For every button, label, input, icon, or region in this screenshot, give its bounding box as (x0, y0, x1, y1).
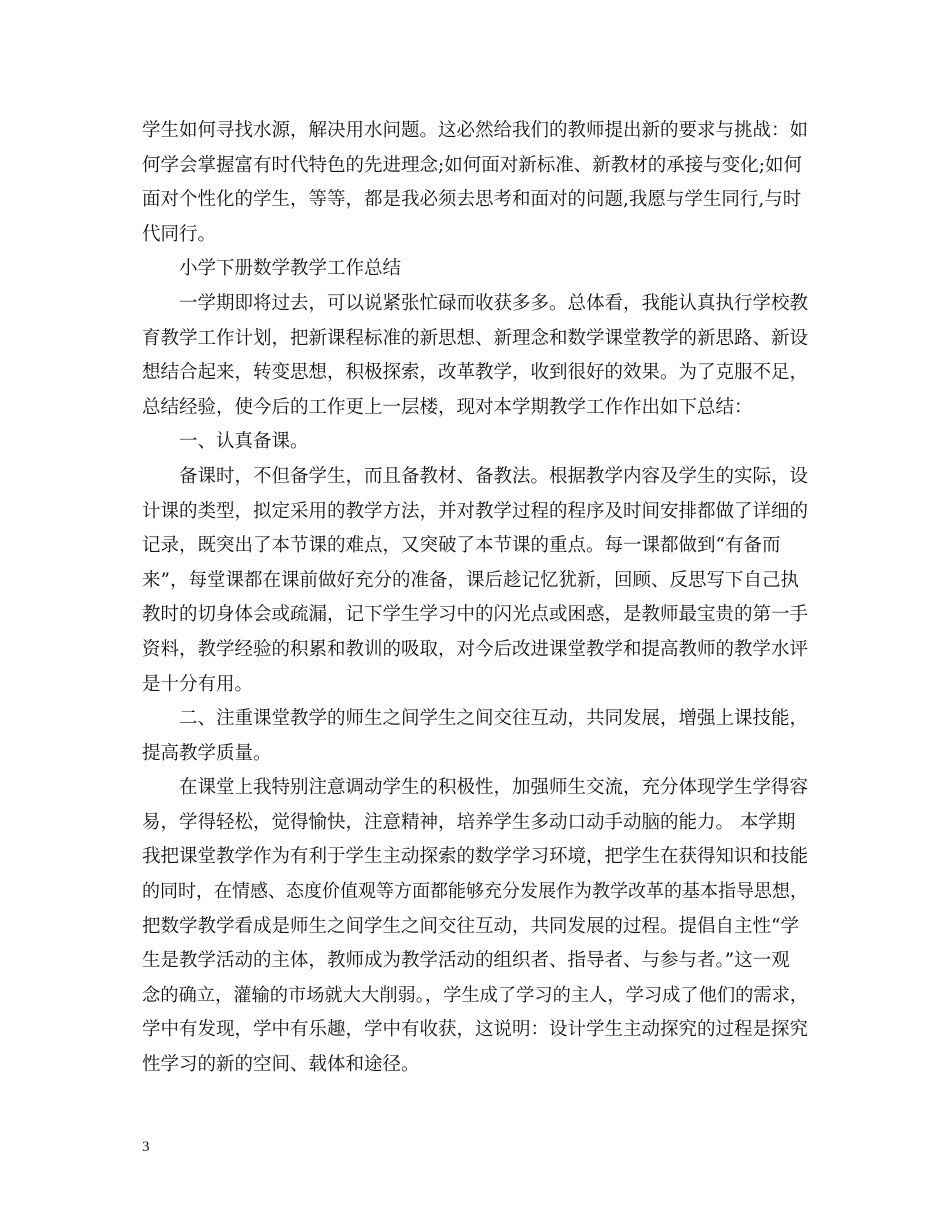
text-line: 想结合起来，转变思想，积极探索，改革教学，收到很好的效果。为了克服不足， (142, 362, 809, 384)
text-line: 学生如何寻找水源，解决用水问题。这必然给我们的教师提出新的要求与挑战：如 (142, 120, 809, 141)
text-line: 学中有发现，学中有乐趣，学中有收获，这说明：设计学生主动探究的过程是探究 (142, 1019, 809, 1041)
text-line: 二、注重课堂教学的师生之间学生之间交往互动，共同发展，增强上课技能， (179, 708, 809, 730)
text-line: 备课时，不但备学生，而且备教材、备教法。根据教学内容及学生的实际，设 (179, 465, 809, 487)
text-line: 一学期即将过去，可以说紧张忙碌而收获多多。总体看，我能认真执行学校教 (179, 292, 809, 314)
text-line: 提高教学质量。 (142, 742, 272, 764)
text-line: 我把课堂教学作为有利于学生主动探索的数学学习环境，把学生在获得知识和技能 (142, 846, 809, 868)
text-line: 何学会掌握富有时代特色的先进理念;如何面对新标准、新教材的承接与变化;如何 (142, 154, 802, 176)
text-line: 一、认真备课。 (179, 431, 309, 453)
page-number: 3 (142, 1139, 150, 1155)
text-line: 资料，教学经验的积累和教训的吸取，对今后改进课堂教学和提高教师的教学水评 (142, 638, 809, 660)
text-line: 来”，每堂课都在课前做好充分的准备，课后趁记忆犹新，回顾、反思写下自己执 (142, 569, 799, 591)
text-line: 代同行。 (142, 223, 217, 245)
text-line: 的同时，在情感、态度价值观等方面都能够充分发展作为教学改革的基本指导思想， (142, 881, 808, 903)
text-line: 是十分有用。 (142, 673, 254, 695)
text-line: 面对个性化的学生，等等，都是我必须去思考和面对的问题,我愿与学生同行,与时 (142, 189, 802, 211)
text-line: 生是教学活动的主体，教师成为教学活动的组织者、指导者、与参与者。”这一观 (142, 950, 790, 972)
text-line: 计课的类型，拟定采用的教学方法，并对教学过程的程序及时间安排都做了详细的 (142, 500, 809, 522)
text-line: 性学习的新的空间、载体和途径。 (142, 1054, 420, 1076)
text-line: 总结经验，使今后的工作更上一层楼，现对本学期教学工作作出如下总结： (142, 396, 753, 418)
text-line: 易，学得轻松，觉得愉快，注意精神，培养学生多动口动手动脑的能力。 本学期 (142, 811, 796, 833)
text-line: 念的确立，灌输的市场就大大削弱。，学生成了学习的主人，学习成了他们的需求， (142, 984, 809, 1006)
text-line: 教时的切身体会或疏漏，记下学生学习中的闪光点或困惑，是教师最宝贵的第一手 (142, 604, 809, 626)
text-line: 小学下册数学教学工作总结 (179, 258, 402, 280)
text-line: 育教学工作计划，把新课程标准的新思想、新理念和数学课堂教学的新思路、新设 (142, 327, 809, 349)
document-body (142, 114, 814, 1083)
text-line: 记录，既突出了本节课的难点，又突破了本节课的重点。每一课都做到“有备而 (142, 535, 781, 557)
text-line: 把数学教学看成是师生之间学生之间交往互动，共同发展的过程。提倡自主性“学 (142, 915, 799, 937)
text-line: 在课堂上我特别注意调动学生的积极性，加强师生交流，充分体现学生学得容 (179, 777, 809, 799)
